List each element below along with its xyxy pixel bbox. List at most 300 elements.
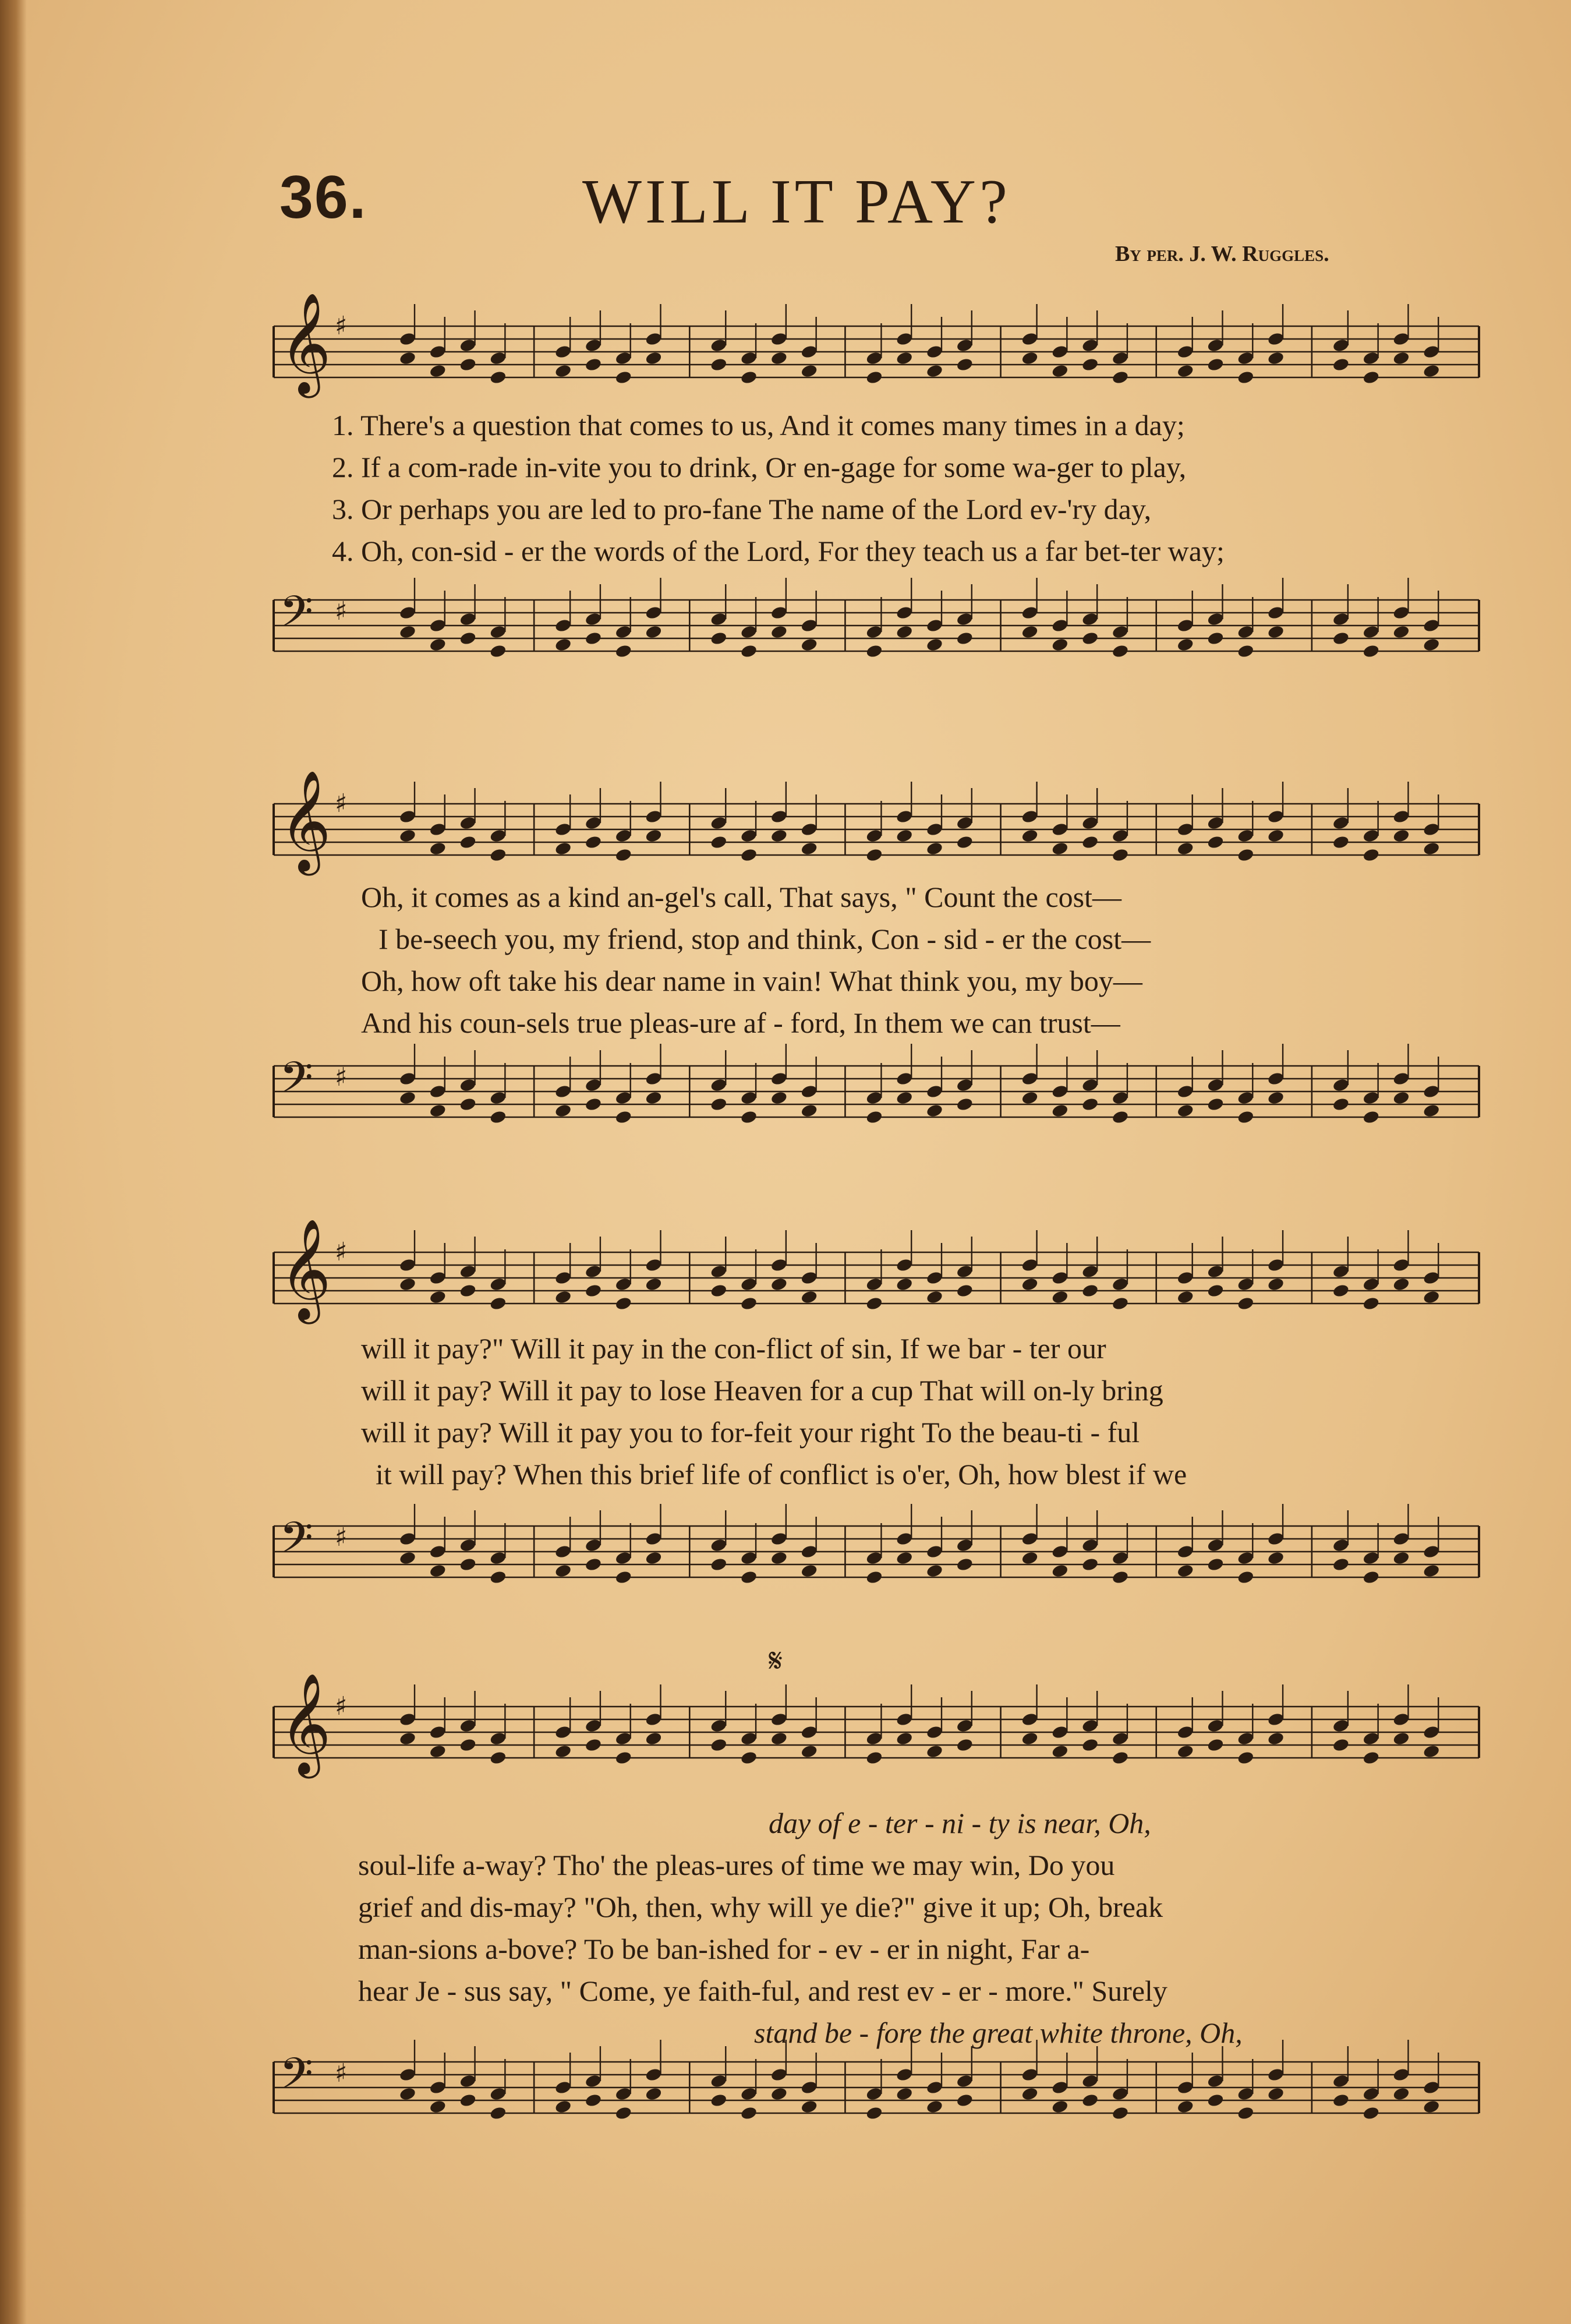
note-head: [770, 1258, 788, 1273]
note-head: [429, 841, 447, 856]
note-head: [770, 828, 788, 843]
note-head: [614, 847, 632, 863]
note-head: [554, 1084, 572, 1099]
note-head: [1267, 1731, 1285, 1746]
note-head: [956, 1737, 974, 1753]
note-head: [956, 338, 974, 353]
note-head: [1332, 357, 1350, 372]
note-head: [459, 2093, 477, 2108]
note-head: [865, 644, 883, 659]
note-head: [1332, 1538, 1350, 1553]
note-head: [1423, 363, 1441, 379]
note-head: [554, 363, 572, 379]
note-head: [1081, 338, 1099, 353]
note-head: [710, 1264, 728, 1279]
note-head: [1237, 351, 1255, 366]
note-head: [614, 828, 632, 843]
note-head: [770, 605, 788, 620]
note-head: [1081, 1078, 1099, 1093]
note-head: [896, 624, 914, 640]
note-head: [1051, 1270, 1069, 1285]
note-head: [1081, 1283, 1099, 1298]
note-head: [1206, 1283, 1225, 1298]
note-head: [1392, 2067, 1410, 2082]
note-head: [896, 809, 914, 824]
note-head: [710, 1538, 728, 1553]
note-head: [1021, 2067, 1039, 2082]
note-head: [645, 1531, 663, 1546]
note-head: [926, 1544, 944, 1559]
note-head: [1051, 344, 1069, 359]
note-head: [399, 331, 417, 347]
note-head: [429, 1084, 447, 1099]
note-head: [645, 1277, 663, 1292]
note-head: [399, 1090, 417, 1106]
note-head: [710, 2074, 728, 2089]
note-head: [1423, 1744, 1441, 1759]
note-head: [489, 1296, 507, 1311]
note-head: [710, 815, 728, 831]
note-head: [399, 1258, 417, 1273]
note-head: [1021, 331, 1039, 347]
note-head: [896, 1550, 914, 1566]
sharp-icon: ♯: [335, 596, 348, 626]
note-head: [1267, 1258, 1285, 1273]
note-head: [896, 1258, 914, 1273]
note-head: [1423, 1725, 1441, 1740]
note-head: [1112, 2086, 1130, 2102]
lyric-line: 3. Or perhaps you are led to pro-fane The name of the Lord ev-'ry day,: [332, 493, 1152, 525]
note-head: [1423, 1084, 1441, 1099]
lyric-line: will it pay?" Will it pay in the con-flict of sin, If we bar - ter our: [361, 1332, 1106, 1365]
note-head: [1362, 1110, 1380, 1125]
note-head: [740, 624, 758, 640]
note-head: [1206, 1264, 1225, 1279]
note-head: [1332, 1097, 1350, 1112]
bass-clef-icon: 𝄢: [279, 2048, 313, 2110]
note-head: [1051, 1744, 1069, 1759]
note-head: [865, 847, 883, 863]
note-head: [489, 1550, 507, 1566]
note-head: [1206, 612, 1225, 627]
note-head: [740, 1277, 758, 1292]
note-head: [1237, 828, 1255, 843]
note-head: [585, 835, 603, 850]
note-head: [1362, 2106, 1380, 2121]
note-head: [1051, 822, 1069, 837]
note-head: [489, 2086, 507, 2102]
note-head: [614, 2086, 632, 2102]
note-head: [956, 815, 974, 831]
lyric-line: hear Je - sus say, " Come, ye faith-ful, and rest ev - er - more." Surely: [358, 1975, 1167, 2007]
note-head: [614, 351, 632, 366]
note-head: [1206, 835, 1225, 850]
note-head: [1392, 605, 1410, 620]
note-head: [585, 1097, 603, 1112]
note-head: [1051, 1544, 1069, 1559]
note-head: [1267, 1090, 1285, 1106]
note-head: [614, 370, 632, 385]
treble-clef-icon: 𝄞: [279, 1673, 331, 1774]
note-head: [1206, 1078, 1225, 1093]
note-head: [585, 1538, 603, 1553]
note-head: [429, 363, 447, 379]
note-head: [1112, 828, 1130, 843]
note-head: [1206, 357, 1225, 372]
note-head: [800, 344, 818, 359]
note-head: [865, 1110, 883, 1125]
note-head: [1237, 1750, 1255, 1765]
note-head: [740, 2106, 758, 2121]
note-head: [1423, 1544, 1441, 1559]
note-head: [1392, 1277, 1410, 1292]
note-head: [896, 828, 914, 843]
note-head: [1176, 1563, 1194, 1578]
note-head: [459, 338, 477, 353]
note-head: [554, 1744, 572, 1759]
note-head: [554, 841, 572, 856]
sharp-icon: ♯: [335, 789, 348, 818]
note-head: [770, 1531, 788, 1546]
note-head: [1392, 1531, 1410, 1546]
treble-staff: [274, 1217, 1479, 1334]
note-head: [1176, 822, 1194, 837]
note-head: [614, 1090, 632, 1106]
note-head: [1112, 644, 1130, 659]
note-head: [865, 1550, 883, 1566]
note-head: [614, 1110, 632, 1125]
note-head: [926, 637, 944, 652]
note-head: [489, 351, 507, 366]
note-head: [1362, 624, 1380, 640]
note-head: [926, 822, 944, 837]
note-head: [1362, 351, 1380, 366]
note-head: [865, 624, 883, 640]
note-head: [1423, 637, 1441, 652]
note-head: [429, 1563, 447, 1578]
note-head: [956, 357, 974, 372]
note-head: [1423, 822, 1441, 837]
note-head: [1362, 1277, 1380, 1292]
note-head: [1051, 618, 1069, 633]
note-head: [554, 2099, 572, 2114]
note-head: [429, 1544, 447, 1559]
note-head: [740, 370, 758, 385]
note-head: [459, 835, 477, 850]
note-head: [1267, 1277, 1285, 1292]
note-head: [585, 2093, 603, 2108]
note-head: [429, 1744, 447, 1759]
note-head: [1021, 624, 1039, 640]
note-head: [896, 1731, 914, 1746]
note-head: [585, 1718, 603, 1733]
note-head: [896, 1712, 914, 1727]
note-head: [645, 1258, 663, 1273]
note-head: [800, 1544, 818, 1559]
note-head: [1423, 841, 1441, 856]
note-head: [800, 1290, 818, 1305]
note-head: [1051, 1563, 1069, 1578]
treble-staff: [274, 291, 1479, 408]
note-head: [1176, 363, 1194, 379]
note-head: [1176, 637, 1194, 652]
note-head: [554, 1725, 572, 1740]
lyric-line: will it pay? Will it pay you to for-feit your right To the beau-ti - ful: [361, 1416, 1140, 1449]
note-head: [1362, 1750, 1380, 1765]
note-head: [865, 2086, 883, 2102]
note-head: [800, 1725, 818, 1740]
note-head: [770, 1277, 788, 1292]
bass-staff: [274, 1479, 1479, 1619]
lyric-line: day of e - ter - ni - ty is near, Oh,: [769, 1807, 1151, 1839]
note-head: [926, 1563, 944, 1578]
note-head: [1362, 847, 1380, 863]
note-head: [710, 1718, 728, 1733]
note-head: [800, 363, 818, 379]
note-head: [399, 1731, 417, 1746]
note-head: [1176, 344, 1194, 359]
note-head: [645, 351, 663, 366]
note-head: [1021, 351, 1039, 366]
hymn-number: 36.: [279, 164, 367, 231]
bass-staff: [274, 2015, 1479, 2155]
note-head: [770, 624, 788, 640]
note-head: [1081, 631, 1099, 646]
note-head: [800, 1744, 818, 1759]
note-head: [1112, 1570, 1130, 1585]
note-head: [1267, 331, 1285, 347]
note-head: [585, 1737, 603, 1753]
note-head: [1362, 1550, 1380, 1566]
note-head: [1392, 1090, 1410, 1106]
note-head: [1267, 624, 1285, 640]
note-head: [865, 1731, 883, 1746]
note-head: [399, 1712, 417, 1727]
note-head: [865, 370, 883, 385]
note-head: [459, 612, 477, 627]
note-head: [956, 1718, 974, 1733]
note-head: [926, 618, 944, 633]
note-head: [645, 809, 663, 824]
note-head: [956, 1557, 974, 1572]
note-head: [399, 828, 417, 843]
note-head: [1206, 1557, 1225, 1572]
note-head: [1267, 1071, 1285, 1086]
note-head: [614, 1296, 632, 1311]
note-head: [1112, 1731, 1130, 1746]
note-head: [956, 1097, 974, 1112]
note-head: [800, 2080, 818, 2095]
note-head: [1267, 351, 1285, 366]
note-head: [1051, 1084, 1069, 1099]
note-head: [429, 1103, 447, 1118]
note-head: [1051, 2099, 1069, 2114]
note-head: [1112, 370, 1130, 385]
music-system-3: [274, 1206, 1479, 1613]
note-head: [865, 351, 883, 366]
note-head: [740, 1110, 758, 1125]
note-head: [1206, 2093, 1225, 2108]
note-head: [1021, 1071, 1039, 1086]
note-head: [1267, 1550, 1285, 1566]
note-head: [1362, 644, 1380, 659]
note-head: [429, 2099, 447, 2114]
note-head: [1021, 1531, 1039, 1546]
note-head: [1081, 1557, 1099, 1572]
note-head: [896, 1071, 914, 1086]
note-head: [489, 370, 507, 385]
note-head: [1112, 1110, 1130, 1125]
hymn-credit: By per. J. W. Ruggles.: [1115, 242, 1329, 266]
note-head: [1332, 1718, 1350, 1733]
note-head: [585, 631, 603, 646]
note-head: [429, 822, 447, 837]
note-head: [1332, 1283, 1350, 1298]
note-head: [429, 1270, 447, 1285]
sharp-icon: ♯: [335, 1062, 348, 1092]
note-head: [956, 631, 974, 646]
note-head: [1237, 2086, 1255, 2102]
note-head: [554, 1270, 572, 1285]
note-head: [489, 1570, 507, 1585]
note-head: [740, 1090, 758, 1106]
note-head: [614, 1731, 632, 1746]
note-head: [926, 841, 944, 856]
sharp-icon: ♯: [335, 311, 348, 341]
note-head: [554, 2080, 572, 2095]
note-head: [399, 1277, 417, 1292]
note-head: [1267, 605, 1285, 620]
note-head: [770, 1712, 788, 1727]
note-head: [800, 637, 818, 652]
note-head: [1176, 1270, 1194, 1285]
note-head: [926, 1270, 944, 1285]
note-head: [1392, 2086, 1410, 2102]
note-head: [1237, 1110, 1255, 1125]
note-head: [1081, 815, 1099, 831]
note-head: [1051, 2080, 1069, 2095]
bass-clef-icon: 𝄢: [279, 1513, 313, 1574]
note-head: [800, 822, 818, 837]
note-head: [1392, 1071, 1410, 1086]
note-head: [800, 1103, 818, 1118]
note-head: [710, 612, 728, 627]
note-head: [896, 331, 914, 347]
note-head: [585, 815, 603, 831]
note-head: [459, 815, 477, 831]
note-head: [1237, 847, 1255, 863]
note-head: [1112, 351, 1130, 366]
note-head: [1332, 338, 1350, 353]
lyric-line: And his coun-sels true pleas-ure af - ford, In them we can trust—: [361, 1006, 1120, 1039]
note-head: [956, 1283, 974, 1298]
segno-sign: 𝄋: [769, 1643, 783, 1679]
note-head: [554, 344, 572, 359]
note-head: [1081, 1737, 1099, 1753]
note-head: [645, 624, 663, 640]
note-head: [429, 1290, 447, 1305]
music-system-1: [274, 280, 1479, 699]
note-head: [800, 841, 818, 856]
note-head: [800, 1270, 818, 1285]
lyric-line: 2. If a com-rade in-vite you to drink, Or en-gage for some wa-ger to play,: [332, 451, 1187, 483]
note-head: [896, 1277, 914, 1292]
lyric-line: Oh, how oft take his dear name in vain! What think you, my boy—: [361, 965, 1142, 997]
note-head: [710, 1283, 728, 1298]
note-head: [740, 1550, 758, 1566]
music-system-2: [274, 757, 1479, 1165]
note-head: [459, 357, 477, 372]
bass-staff: [274, 1019, 1479, 1159]
note-head: [1423, 2080, 1441, 2095]
note-head: [614, 1570, 632, 1585]
note-head: [1392, 1550, 1410, 1566]
note-head: [1051, 1103, 1069, 1118]
note-head: [459, 1718, 477, 1733]
note-head: [740, 1296, 758, 1311]
note-head: [770, 2086, 788, 2102]
note-head: [800, 618, 818, 633]
note-head: [1112, 1550, 1130, 1566]
note-head: [956, 1538, 974, 1553]
note-head: [459, 1078, 477, 1093]
note-head: [710, 631, 728, 646]
note-head: [489, 1750, 507, 1765]
note-head: [399, 2086, 417, 2102]
note-head: [489, 624, 507, 640]
note-head: [956, 2074, 974, 2089]
sharp-icon: ♯: [335, 1237, 348, 1267]
note-head: [489, 1731, 507, 1746]
note-head: [1332, 1737, 1350, 1753]
note-head: [645, 1550, 663, 1566]
note-head: [956, 1078, 974, 1093]
note-head: [459, 2074, 477, 2089]
note-head: [489, 644, 507, 659]
note-head: [1021, 1277, 1039, 1292]
note-head: [459, 1557, 477, 1572]
note-head: [800, 1563, 818, 1578]
note-head: [1051, 841, 1069, 856]
note-head: [740, 1731, 758, 1746]
note-head: [770, 2067, 788, 2082]
note-head: [1021, 1258, 1039, 1273]
note-head: [740, 2086, 758, 2102]
note-head: [1423, 1290, 1441, 1305]
note-head: [1267, 2067, 1285, 2082]
note-head: [926, 1744, 944, 1759]
note-head: [554, 1103, 572, 1118]
note-head: [956, 612, 974, 627]
note-head: [1392, 809, 1410, 824]
note-head: [1423, 2099, 1441, 2114]
note-head: [740, 644, 758, 659]
note-head: [896, 1090, 914, 1106]
note-head: [585, 1557, 603, 1572]
note-head: [740, 1570, 758, 1585]
note-head: [1332, 835, 1350, 850]
note-head: [645, 2067, 663, 2082]
note-head: [489, 1110, 507, 1125]
note-head: [865, 2106, 883, 2121]
note-head: [1237, 1550, 1255, 1566]
note-head: [1112, 624, 1130, 640]
note-head: [1392, 351, 1410, 366]
note-head: [614, 1550, 632, 1566]
note-head: [1423, 1270, 1441, 1285]
treble-clef-icon: 𝄞: [279, 292, 331, 394]
note-head: [489, 828, 507, 843]
